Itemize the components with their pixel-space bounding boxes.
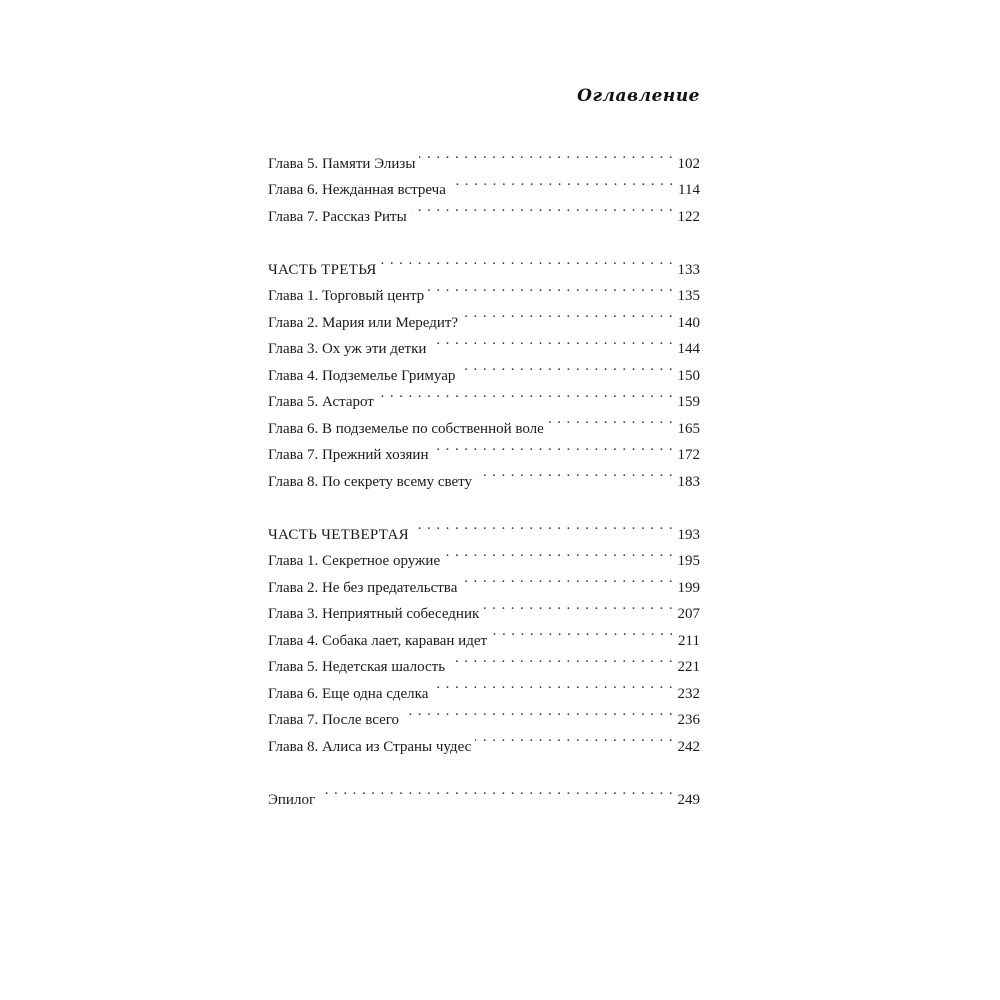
toc-entry-page: 195: [677, 553, 700, 569]
toc-entry-page: 236: [677, 712, 700, 728]
dot-leader: [475, 724, 673, 751]
toc-entry-page: 102: [677, 155, 700, 172]
toc-entry-page: 221: [677, 659, 700, 675]
toc-part-label: ЧАСТЬ ТРЕТЬЯ: [268, 261, 377, 278]
table-of-contents: [268, 141, 700, 808]
toc-part-page: 133: [677, 261, 700, 278]
toc-entry-page: 232: [677, 685, 700, 702]
toc-entry-page: 172: [677, 447, 700, 463]
dot-leader: [381, 247, 674, 274]
toc-part-heading: [268, 512, 700, 543]
dot-leader: [462, 300, 673, 327]
dot-leader: [548, 406, 674, 433]
dot-leader: [428, 274, 673, 301]
toc-entry-label: Глава 2. Мария или Мередит?: [268, 314, 459, 331]
toc-part-label: ЧАСТЬ ЧЕТВЕРТАЯ: [268, 526, 409, 543]
toc-entry-page: 165: [677, 420, 700, 437]
dot-leader: [430, 327, 673, 354]
toc-entry-page: 199: [677, 579, 700, 596]
toc-entry-page: 135: [677, 288, 700, 304]
toc-entry-page: 150: [677, 367, 700, 384]
page-title: Оглавление: [577, 86, 700, 106]
toc-part-page: 193: [677, 526, 700, 543]
toc-entry-label: Глава 5. Астарот: [268, 394, 374, 410]
dot-leader: [319, 777, 673, 804]
toc-entry-label: Глава 7. После всего: [268, 712, 400, 728]
toc-entry-label: Глава 5. Памяти Элизы: [268, 155, 416, 172]
toc-entry-label: Глава 5. Недетская шалость: [268, 659, 446, 675]
toc-entry-page: 183: [677, 473, 700, 490]
dot-leader: [378, 380, 674, 407]
dot-leader: [444, 539, 673, 566]
dot-leader: [461, 565, 673, 592]
dot-leader: [449, 645, 673, 672]
toc-entry-label: Глава 6. Нежданная встреча: [268, 182, 446, 198]
toc-entry-label: Глава 7. Рассказ Риты: [268, 208, 407, 225]
dot-leader: [419, 141, 673, 168]
dot-leader: [476, 459, 673, 486]
dot-leader: [432, 433, 673, 460]
toc-entry-label: Глава 4. Собака лает, караван идет: [268, 632, 488, 649]
toc-entry-label: Эпилог: [268, 791, 316, 808]
toc-entry-page: 211: [678, 632, 700, 649]
toc-entry-page: 207: [677, 606, 700, 622]
toc-entry-label: Глава 3. Неприятный собеседник: [268, 606, 480, 622]
toc-entry-label: Глава 6. Еще одна сделка: [268, 685, 429, 702]
toc-entry-label: Глава 6. В подземелье по собственной воле: [268, 420, 544, 437]
dot-leader: [413, 512, 674, 539]
dot-leader: [483, 592, 673, 619]
dot-leader: [403, 698, 673, 725]
toc-entry-label: Глава 1. Торговый центр: [268, 288, 425, 304]
toc-entry-page: 242: [677, 738, 700, 755]
toc-entry-label: Глава 1. Секретное оружие: [268, 553, 441, 569]
toc-entry-page: 159: [677, 394, 700, 410]
toc-entry-label: Глава 8. По секрету всему свету: [268, 473, 473, 490]
dot-leader: [411, 194, 674, 221]
toc-entry-page: 114: [678, 182, 700, 198]
dot-leader: [432, 671, 673, 698]
toc-entry-label: Глава 2. Не без предательства: [268, 579, 458, 596]
dot-leader: [459, 353, 673, 380]
toc-entry-page: 140: [677, 314, 700, 331]
toc-entry-label: Глава 4. Подземелье Гримуар: [268, 367, 456, 384]
toc-part-heading: [268, 247, 700, 278]
toc-entry-label: Глава 7. Прежний хозяин: [268, 447, 429, 463]
toc-entry-label: Глава 8. Алиса из Страны чудес: [268, 738, 472, 755]
toc-entry-page: 249: [677, 791, 700, 808]
dot-leader: [491, 618, 674, 645]
toc-entry-label: Глава 3. Ох уж эти детки: [268, 341, 427, 357]
toc-entry-page: 144: [677, 341, 700, 357]
toc-entry: [268, 141, 700, 172]
toc-epilogue: [268, 777, 700, 808]
toc-entry-page: 122: [677, 208, 700, 225]
dot-leader: [450, 168, 674, 195]
